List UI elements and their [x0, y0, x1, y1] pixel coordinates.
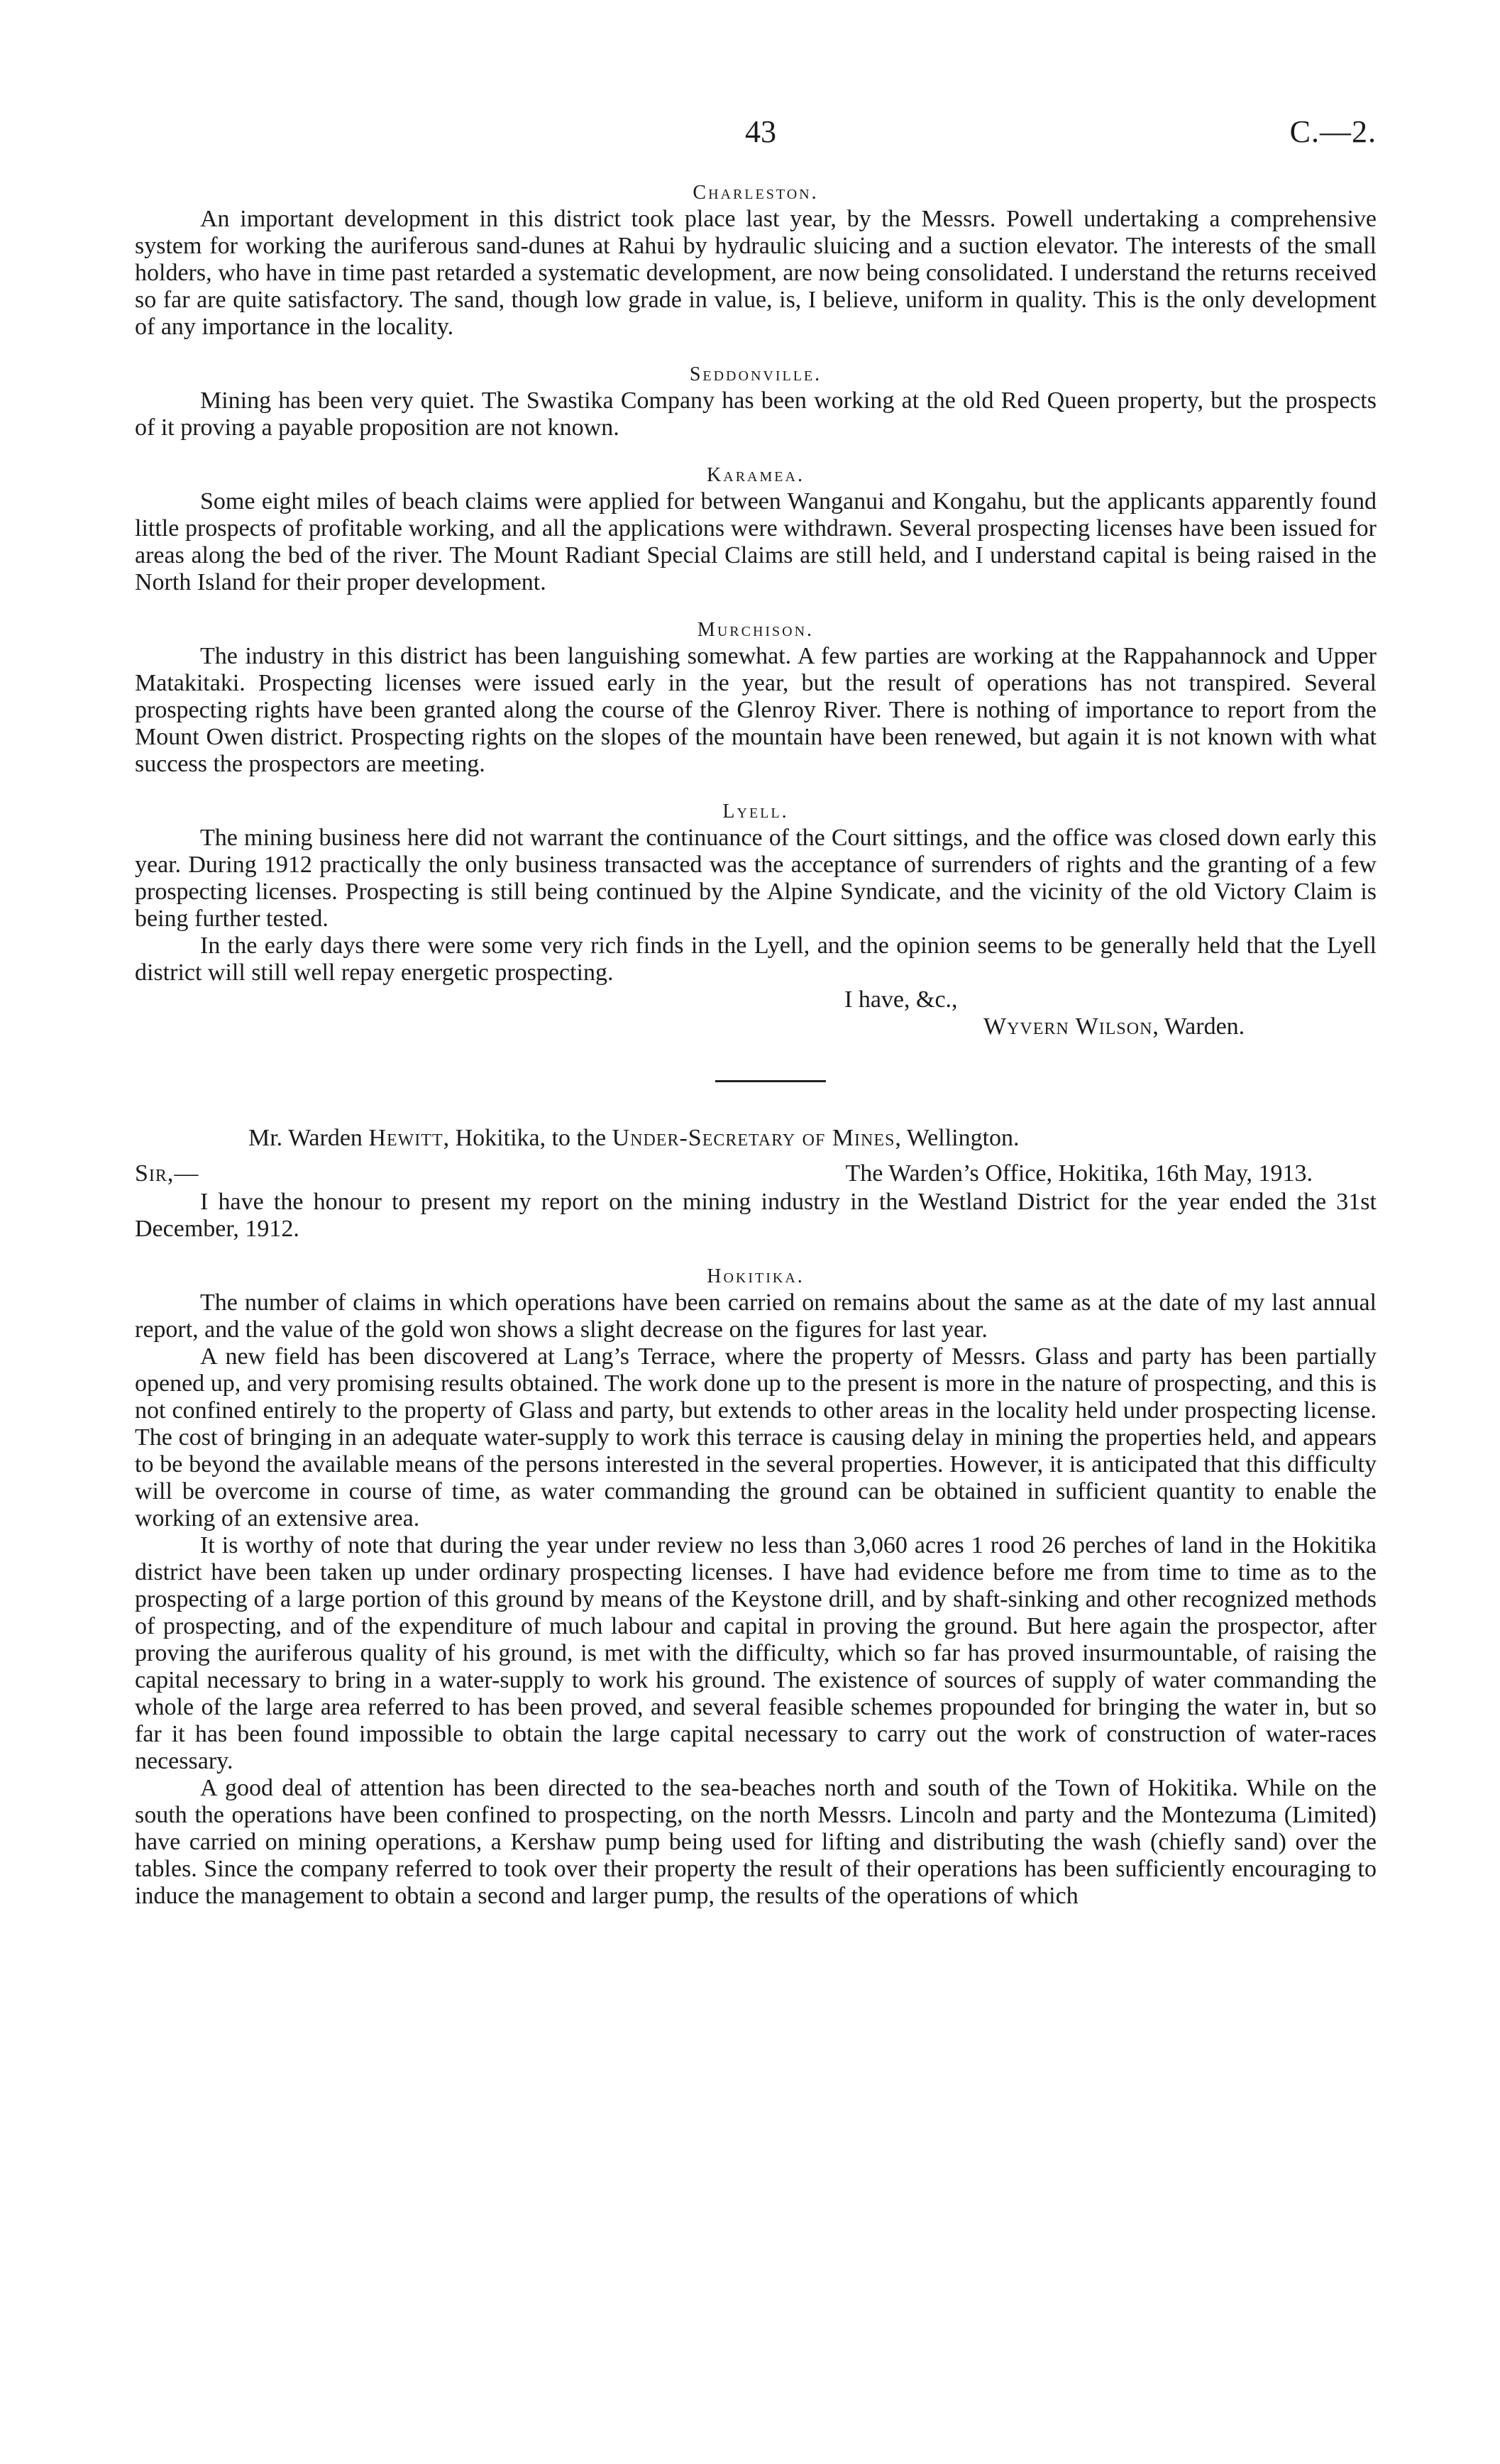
- lyell-paragraph-1: The mining business here did not warrant the continuance of the Court sittings, and the office was closed down early this year. During 1912 practically the only business transacted was the acceptance of surrenders of rights and the granting of a few prospecting licenses. Prospecting is still being continued by the Alpine Syndicate, and the vicinity of the old Victory Claim is being further tested.: [135, 825, 1377, 932]
- letter-heading: [248, 1125, 1377, 1152]
- karamea-paragraph: Some eight miles of beach claims were applied for between Wanganui and Kongahu, but the applicants apparently found little prospects of profitable working, and all the applications were withdrawn. Several prospecting licenses have been issued for areas along the bed of the river. The Mount Radiant Special Claims are still held, and I understand capital is being raised in the North Island for their proper development.: [135, 488, 1377, 595]
- letter-from-place: , Hokitika, to the: [443, 1125, 612, 1151]
- letter-from-name: Hewitt: [368, 1125, 443, 1151]
- closing-line: I have, &c.,: [844, 986, 958, 1013]
- signature: [983, 1013, 1377, 1040]
- hokitika-paragraph-3: It is worthy of note that during the year under review no less than 3,060 acres 1 rood 26 perches of land in the Hokitika district have been taken up under ordinary prospecting licenses. I have had evidence before me from time to time as to the prospecting of a large portion of this ground by means of the Keystone drill, and by shaft-sinking and other recognized methods of prospecting, and of the expenditure of much labour and capital in proving the ground. But here again the prospector, after proving the auriferous quality of his ground, is met with the difficulty, which so far has proved insurmountable, of raising the capital necessary to bring in a water-supply to work his ground. The existence of sources of supply of water commanding the whole of the large area referred to has been proved, and several feasible schemes propounded for bringing the water in, but so far it has been found impossible to obtain the large capital necessary to carry out the work of construction of water-races necessary.: [135, 1532, 1377, 1774]
- section-heading-murchison: Murchison.: [697, 619, 815, 641]
- section-divider: [715, 1080, 826, 1082]
- page-number: 43: [745, 114, 776, 149]
- section-heading-charleston: Charleston.: [693, 182, 819, 204]
- letter-intro: I have the honour to present my report on the mining industry in the Westland District for the year ended the 31st December, 1912.: [135, 1189, 1377, 1242]
- section-heading-lyell: Lyell.: [722, 801, 789, 823]
- signature-title: , Warden.: [1152, 1013, 1245, 1040]
- charleston-paragraph: An important development in this district took place last year, by the Messrs. Powell undertaking a comprehensive system for working the auriferous sand-dunes at Rahui by hydraulic sluicing and a suction elevator. The interests of the small holders, who have in time past retarded a systematic development, are now being consolidated. I understand the returns received so far are quite satisfactory. The sand, though low grade in value, is, I believe, uniform in quality. This is the only development of any importance in the locality.: [135, 206, 1377, 340]
- document-reference: C.—2.: [1289, 114, 1377, 149]
- murchison-paragraph: The industry in this district has been languishing somewhat. A few parties are working at the Rappahannock and Upper Matakitaki. Prospecting licenses were issued early in the year, but the result of operations has not transpired. Several prospecting rights have been granted along the course of the Glenroy River. There is nothing of importance to report from the Mount Owen district. Prospecting rights on the slopes of the mountain have been renewed, but again it is not known with what success the prospectors are meeting.: [135, 643, 1377, 777]
- salutation: Sir,—: [135, 1160, 199, 1187]
- salutation-row: [135, 1160, 1377, 1189]
- page-header: [135, 114, 1377, 156]
- document-page: [135, 114, 1377, 1910]
- lyell-paragraph-2: In the early days there were some very rich finds in the Lyell, and the opinion seems to be generally held that the Lyell district will still well repay energetic prospecting.: [135, 933, 1377, 986]
- section-heading-seddonville: Seddonville.: [689, 363, 822, 385]
- letter-from-prefix: Mr. Warden: [248, 1125, 369, 1151]
- seddonville-paragraph: Mining has been very quiet. The Swastika Company has been working at the old Red Queen property, but the prospects of it proving a payable proposition are not known.: [135, 387, 1377, 441]
- letter-to-place: , Wellington.: [895, 1125, 1020, 1151]
- section-heading-karamea: Karamea.: [707, 464, 805, 486]
- section-heading-hokitika: Hokitika.: [707, 1265, 805, 1287]
- letter-dateline: The Warden’s Office, Hokitika, 16th May, 1913.: [845, 1160, 1313, 1187]
- hokitika-paragraph-4: A good deal of attention has been directed to the sea-beaches north and south of the Town of Hokitika. While on the south the operations have been confined to prospecting, on the north Messrs. Lincoln and party and the Montezuma (Limited) have carried on mining operations, a Kershaw pump being used for lifting and distributing the wash (chiefly sand) over the tables. Since the company referred to took over their property the result of their operations has been sufficiently encouraging to induce the management to obtain a second and larger pump, the results of the operations of which: [135, 1775, 1377, 1909]
- letter-to-name: Under-Secretary of Mines: [612, 1125, 895, 1151]
- hokitika-paragraph-1: The number of claims in which operations have been carried on remains about the same as at the date of my last annual report, and the value of the gold won shows a slight decrease on the figures for last year.: [135, 1289, 1377, 1343]
- hokitika-paragraph-2: A new field has been discovered at Lang’s Terrace, where the property of Messrs. Glass and party has been partially opened up, and very promising results obtained. The work done up to the present is more in the nature of prospecting, and this is not confined entirely to the property of Glass and party, but extends to other areas in the locality held under prospecting license. The cost of bringing in an adequate water-supply to work this terrace is causing delay in mining the properties held, and appears to be beyond the available means of the persons interested in the several properties. However, it is anticipated that this difficulty will be overcome in course of time, as water commanding the ground can be obtained in sufficient quantity to enable the working of an extensive area.: [135, 1343, 1377, 1531]
- signature-name: Wyvern Wilson: [983, 1013, 1153, 1040]
